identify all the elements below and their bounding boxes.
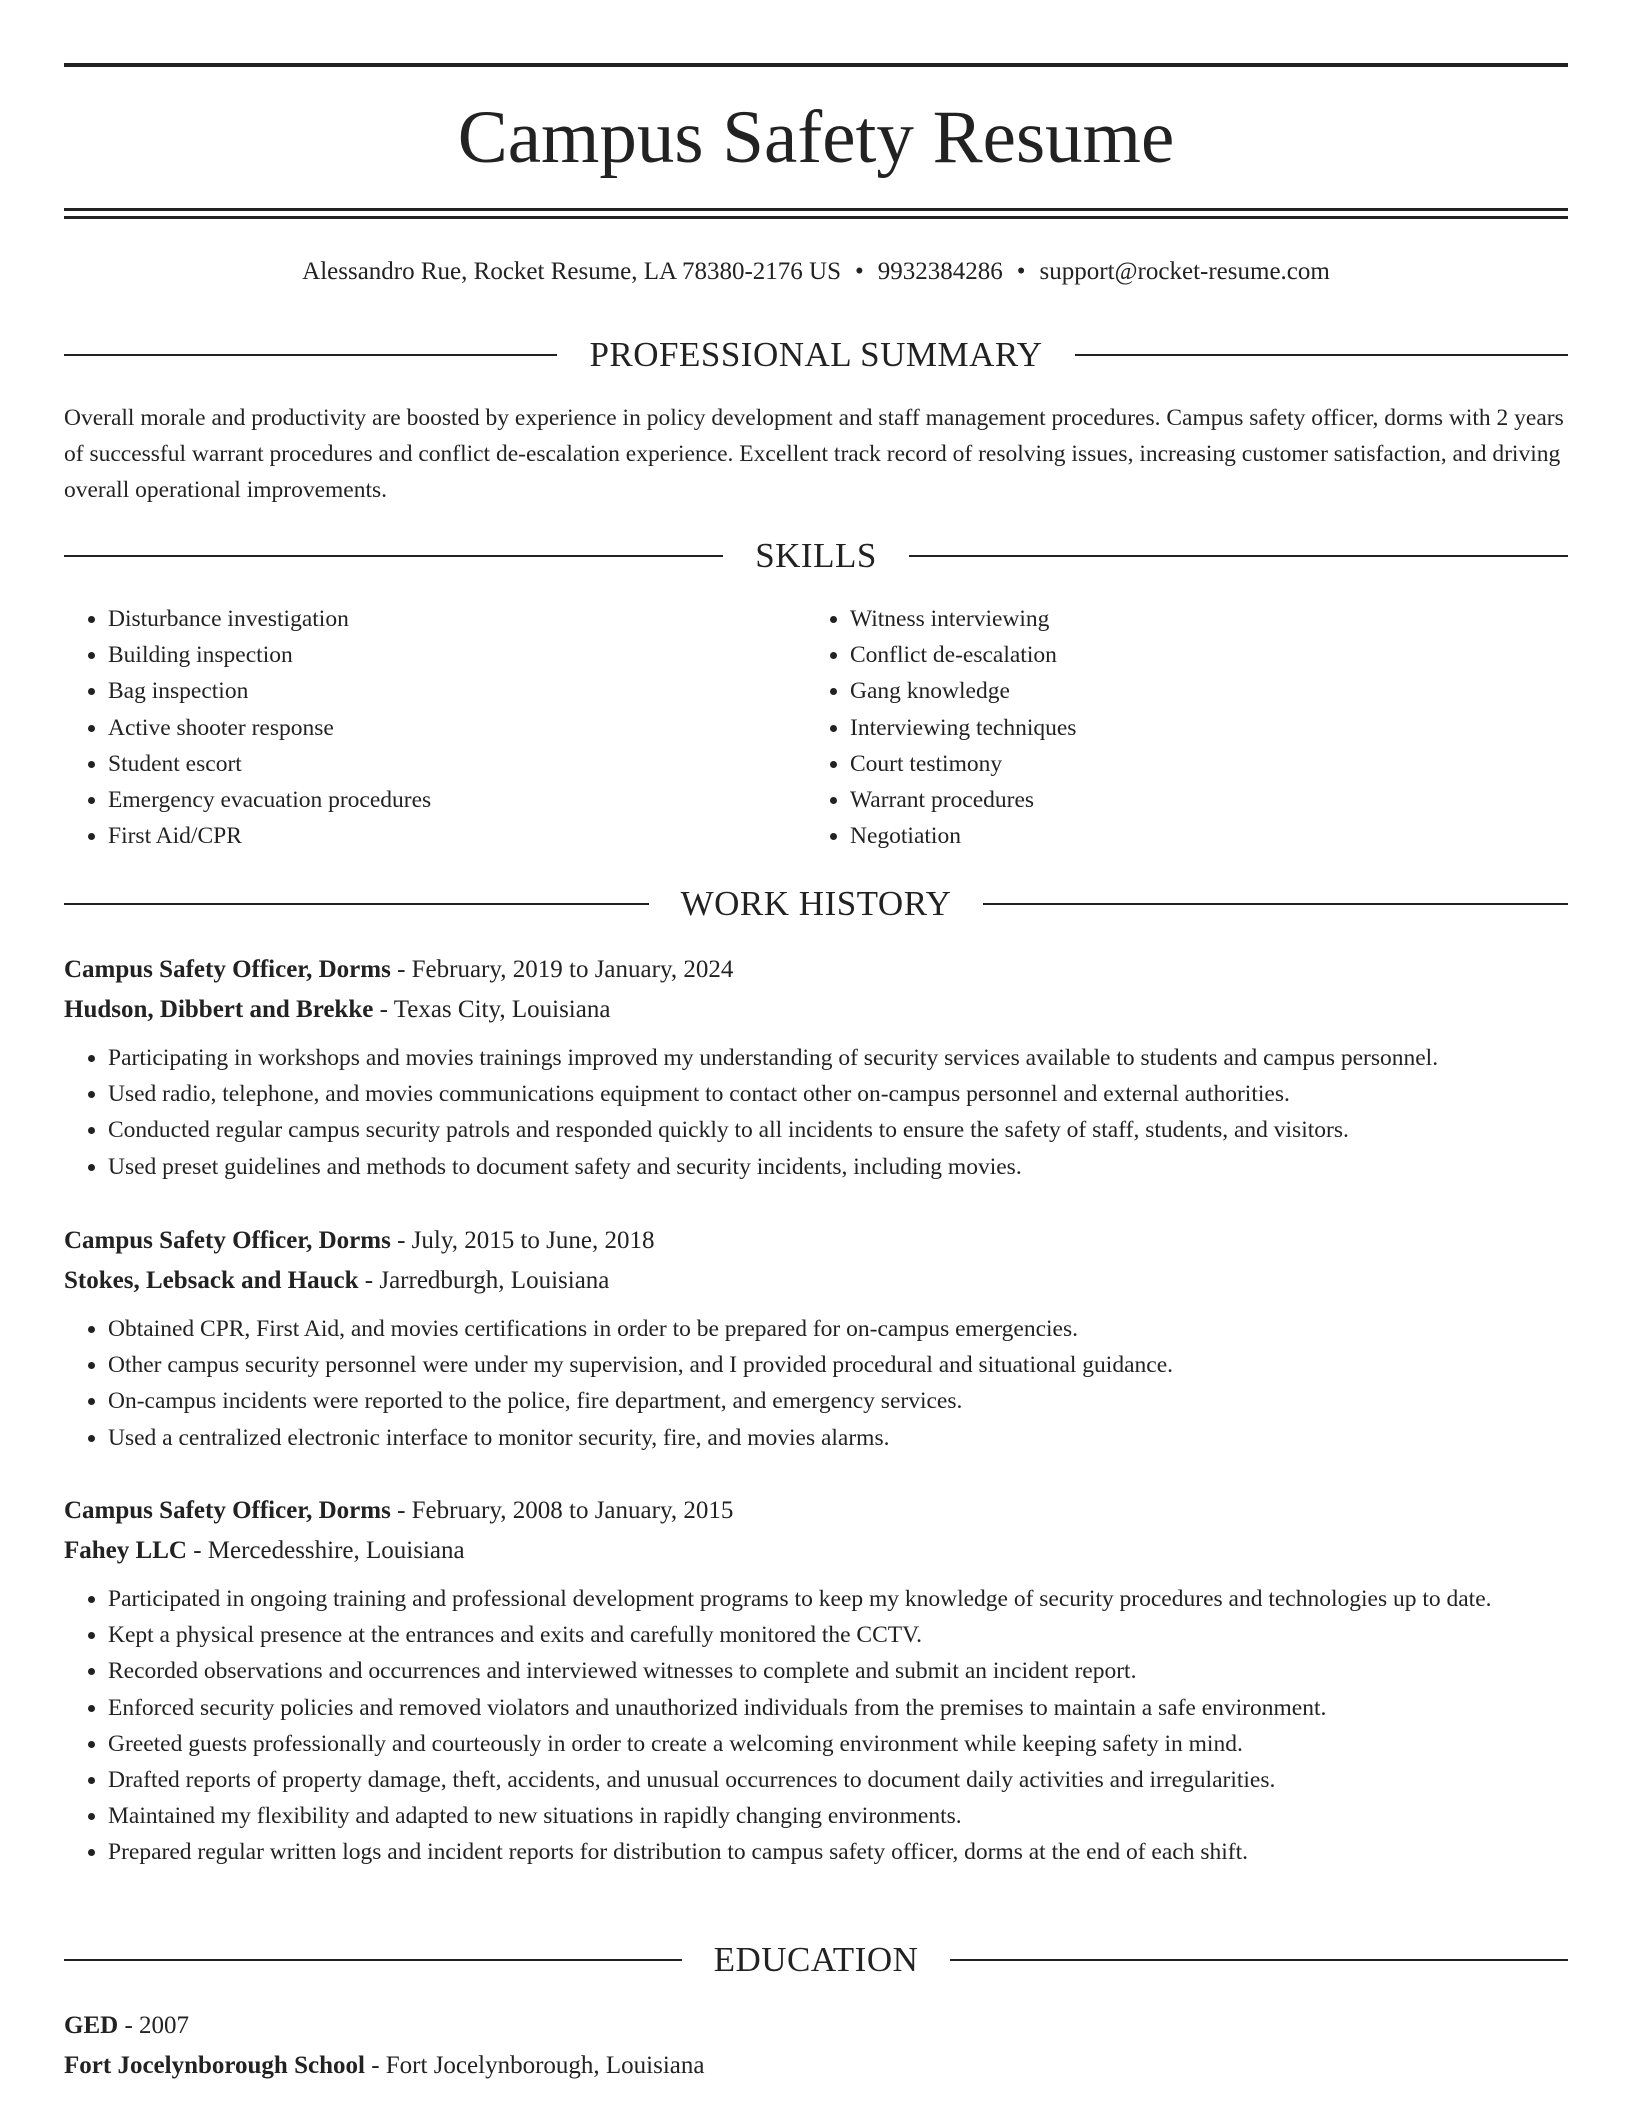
section-rule-left <box>64 354 557 356</box>
education-school: Fort Jocelynborough School <box>64 2052 365 2079</box>
skill-item: • Conflict de-escalation <box>850 637 1548 673</box>
job-company: Fahey LLC <box>64 1537 187 1564</box>
job-dates: - February, 2019 to January, 2024 <box>397 956 734 983</box>
section-rule-left <box>64 1959 682 1961</box>
contact-separator: • <box>1016 258 1026 285</box>
summary-text: Overall morale and productivity are boosted by experience in policy development and staff management procedures. Campus safety officer, dorms with 2 years of successful warrant procedures and conflict de-escalation experience. Excellent track record of resolving issues, increasing customer satisfaction, and driving overall operational improvements. <box>64 405 1564 503</box>
education-location: - Fort Jocelynborough, Louisiana <box>371 2052 705 2079</box>
skill-item: • Student escort <box>108 746 806 782</box>
job-company-line <box>64 1531 1568 1571</box>
section-header-education <box>64 1938 1568 1982</box>
skill-item: • Bag inspection <box>108 673 806 709</box>
section-rule-right <box>1075 354 1568 356</box>
contact-email: support@rocket-resume.com <box>1039 258 1330 285</box>
job-bullet: • Maintained my flexibility and adapted to new situations in rapidly changing environments. <box>108 1798 1568 1834</box>
education-degree: GED <box>64 2012 119 2039</box>
job-bullets <box>64 1581 1568 1871</box>
job-bullet: • Greeted guests professionally and courteously in order to create a welcoming environment while keeping safety in mind. <box>108 1726 1568 1762</box>
job-bullet: • Enforced security policies and removed violators and unauthorized individuals from the premises to maintain a safe environment. <box>108 1690 1568 1726</box>
job-bullet: • Used a centralized electronic interface to monitor security, fire, and movies alarms. <box>108 1420 1568 1456</box>
job-bullet: • Kept a physical presence at the entrances and exits and carefully monitored the CCTV. <box>108 1617 1568 1653</box>
job-bullet: • Conducted regular campus security patrols and responded quickly to all incidents to ensure the safety of staff, students, and visitors. <box>108 1112 1568 1148</box>
job-bullet: • Drafted reports of property damage, theft, accidents, and unusual occurrences to document daily activities and irregularities. <box>108 1762 1568 1798</box>
job-bullets <box>64 1311 1568 1456</box>
skill-item: • Warrant procedures <box>850 782 1548 818</box>
section-rule-left <box>64 555 723 557</box>
section-rule-right <box>983 903 1568 905</box>
section-rule-left <box>64 903 649 905</box>
job-bullet: • Participated in ongoing training and professional development programs to keep my knowledge of security procedures and technologies up to date. <box>108 1581 1568 1617</box>
title-rule-upper <box>64 208 1568 211</box>
resume-title: Campus Safety Resume <box>457 96 1175 179</box>
job-bullet: • Obtained CPR, First Aid, and movies certifications in order to be prepared for on-campus emergencies. <box>108 1311 1568 1347</box>
job-bullet: • Prepared regular written logs and incident reports for distribution to campus safety officer, dorms at the end of each shift. <box>108 1834 1568 1870</box>
section-header-skills <box>64 534 1568 578</box>
job-bullet: • Used preset guidelines and methods to document safety and security incidents, including movies. <box>108 1149 1568 1185</box>
job-title-line <box>64 1221 1568 1261</box>
skill-item: • First Aid/CPR <box>108 818 806 854</box>
skill-item: • Disturbance investigation <box>108 601 806 637</box>
skill-item: • Emergency evacuation procedures <box>108 782 806 818</box>
job-bullet: • On-campus incidents were reported to the police, fire department, and emergency services. <box>108 1383 1568 1419</box>
contact-separator: • <box>855 258 864 285</box>
job-location: - Jarredburgh, Louisiana <box>364 1267 610 1294</box>
job-location: - Texas City, Louisiana <box>379 996 611 1023</box>
skill-item: • Negotiation <box>850 818 1548 854</box>
job-title-line <box>64 1491 1568 1531</box>
contact-address: Alessandro Rue, Rocket Resume, LA 78380-2176 US <box>302 258 841 285</box>
skills-column-right <box>806 601 1548 854</box>
job-entry <box>64 1491 1568 1871</box>
job-entry <box>64 950 1568 1185</box>
section-title: SKILLS <box>755 536 877 575</box>
top-rule <box>64 63 1568 67</box>
skill-item: • Court testimony <box>850 746 1548 782</box>
skills-column-left <box>64 601 806 854</box>
job-company-line <box>64 1261 1568 1301</box>
contact-line <box>64 254 1568 290</box>
skill-item: • Active shooter response <box>108 710 806 746</box>
education-year: - 2007 <box>124 2012 190 2039</box>
job-title-line <box>64 950 1568 990</box>
job-dates: - July, 2015 to June, 2018 <box>397 1227 655 1254</box>
title-rule-lower <box>64 216 1568 219</box>
education-degree-line <box>64 2006 1568 2046</box>
section-title: EDUCATION <box>713 1940 919 1979</box>
job-company-line <box>64 990 1568 1030</box>
skills-list <box>64 601 1568 854</box>
job-title: Campus Safety Officer, Dorms <box>64 956 391 983</box>
contact-phone: 9932384286 <box>877 258 1003 285</box>
skill-item: • Building inspection <box>108 637 806 673</box>
section-title: PROFESSIONAL SUMMARY <box>589 335 1043 374</box>
job-title: Campus Safety Officer, Dorms <box>64 1497 391 1524</box>
job-entry <box>64 1221 1568 1456</box>
education-entry <box>64 2006 1568 2086</box>
job-bullet: • Other campus security personnel were under my supervision, and I provided procedural and situational guidance. <box>108 1347 1568 1383</box>
job-dates: - February, 2008 to January, 2015 <box>397 1497 734 1524</box>
skill-item: • Interviewing techniques <box>850 710 1548 746</box>
section-rule-right <box>909 555 1568 557</box>
section-header-summary <box>64 333 1568 377</box>
section-title: WORK HISTORY <box>680 884 952 923</box>
skill-item: • Witness interviewing <box>850 601 1548 637</box>
job-company: Hudson, Dibbert and Brekke <box>64 996 374 1023</box>
job-bullet: • Participating in workshops and movies trainings improved my understanding of security services available to students and campus personnel. <box>108 1040 1568 1076</box>
section-header-work-history <box>64 882 1568 926</box>
job-bullet: • Recorded observations and occurrences and interviewed witnesses to complete and submit an incident report. <box>108 1653 1568 1689</box>
education-school-line <box>64 2046 1568 2086</box>
job-bullet: • Used radio, telephone, and movies communications equipment to contact other on-campus personnel and external authorities. <box>108 1076 1568 1112</box>
job-location: - Mercedesshire, Louisiana <box>193 1537 465 1564</box>
job-title: Campus Safety Officer, Dorms <box>64 1227 391 1254</box>
job-company: Stokes, Lebsack and Hauck <box>64 1267 359 1294</box>
section-rule-right <box>950 1959 1568 1961</box>
skill-item: • Gang knowledge <box>850 673 1548 709</box>
job-bullets <box>64 1040 1568 1185</box>
